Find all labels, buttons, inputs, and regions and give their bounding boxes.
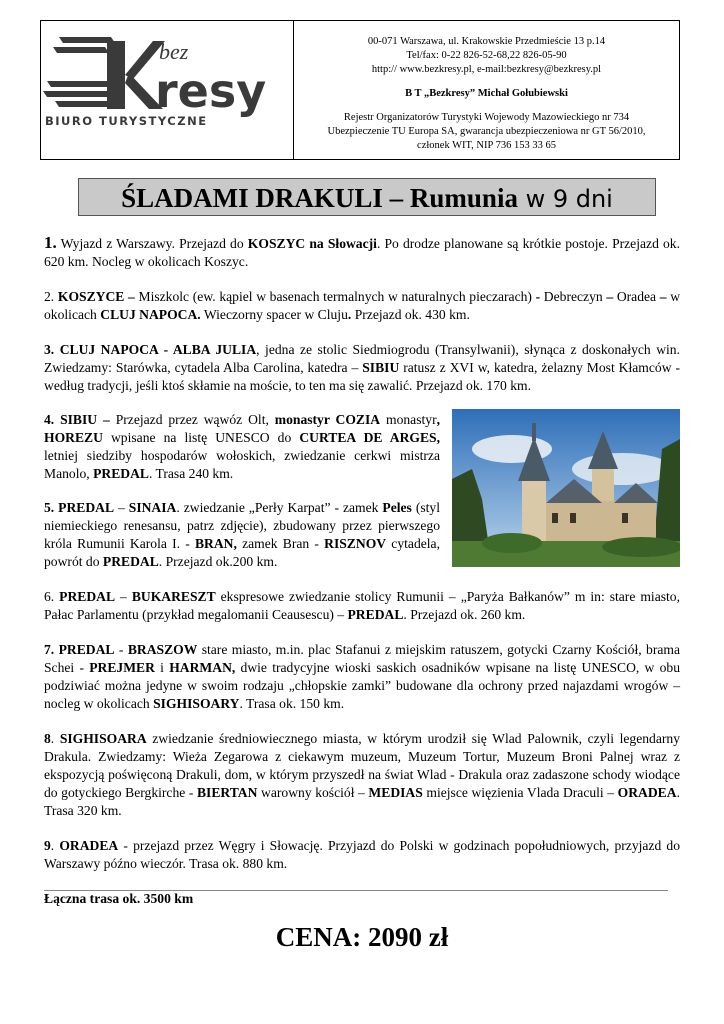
price: CENA: 2090 zł bbox=[275, 922, 449, 952]
header-box bbox=[40, 20, 680, 160]
phone: Tel/fax: 0-22 826-52-68,22 826-05-90 bbox=[406, 50, 567, 61]
day-7: 7. PREDAL - BRASZOW stare miasto, m.in. plac Stafanui z miejskim ratuszem, gotycki Czarny Kościół, brama Schei - PREJMER i HARMAN, dwie tradycyjne wioski saskich osadników wpisane na listę UNESCO, w obu podziwiać można jedyne w swoim rodzaju „chłopskie zamki” budowane dla ochrony przed najazdami wrogów –nocleg w okolicach SIGHISOARY. Trasa ok. 150 km. bbox=[44, 642, 681, 711]
svg-text:BIURO TURYSTYCZNE: BIURO TURYSTYCZNE bbox=[45, 114, 208, 128]
day-6: 6. PREDAL – BUKARESZT ekspresowe zwiedzanie stolicy Rumunii – „Paryża Bałkanów” m in: stare miasto, Pałac Parlamentu (przykład megalomanii Ceausescu) – PREDAL. Przejazd ok. 260 km. bbox=[44, 589, 680, 622]
company-name: B T „Bezkresy” Michał Gołubiewski bbox=[405, 88, 568, 99]
day-3: 3. CLUJ NAPOCA - ALBA JULIA, jedna ze stolic Siedmiogrodu (Transylwanii), słynąca z doskonałych win. Zwiedzamy: Starówka, cytadela Alba Carolina, katedra – SIBIU ratusz z XVI w, katedra, żelazny Most Kłamców - według tradycji, jeśli ktoś skłamie na moście, to ten ma się zawalić. Przejazd ok. 170 km. bbox=[44, 342, 680, 393]
svg-text:resy: resy bbox=[155, 64, 267, 118]
day-1: 1. Wyjazd z Warszawy. Przejazd do KOSZYC na Słowacji. Po drodze planowane są krótkie postoje. Przejazd ok. 620 km. Nocleg w okolicach Koszyc. bbox=[44, 233, 680, 269]
day-2: 2. KOSZYCE – Miszkolc (ew. kąpiel w basenach termalnych w naturalnych pieczarach) - Debreczyn – Oradea – w okolicach CLUJ NAPOCA. Wieczorny spacer w Cluju. Przejazd ok. 430 km. bbox=[44, 289, 681, 322]
address: 00-071 Warszawa, ul. Krakowskie Przedmieście 13 p.14 bbox=[367, 36, 606, 47]
company-info bbox=[294, 21, 679, 159]
divider bbox=[44, 890, 668, 891]
itinerary bbox=[44, 234, 680, 925]
castle-photo bbox=[452, 409, 680, 567]
day-4: 4. SIBIU – Przejazd przez wąwóz Olt, monastyr COZIA monastyr, HOREZU wpisane na listę UNESCO do CURTEA DE ARGES, letniej siedziby hospodarów wołoskich, zwiedzanie cerkwi mistrza Manolo, PREDAL. Trasa 240 km. bbox=[44, 412, 440, 481]
total-route: Łączna trasa ok. 3500 km bbox=[44, 891, 194, 906]
day-9: 9. ORADEA - przejazd przez Węgry i Słowację. Przyjazd do Polski w godzinach popołudniowych, przyjazd do Warszawy późno wieczór. Trasa ok. 880 km. bbox=[44, 838, 680, 871]
svg-text:bez: bez bbox=[159, 39, 189, 64]
day-8: 8. SIGHISOARA zwiedzanie średniowiecznego miasta, w którym urodził się Wlad Palownik, czyli legendarny Drakula. Zwiedzamy: Wieża Zegarowa z ciekawym muzeum, Muzeum Tortur, Muzeum Broni Palnej wraz z ekspozycją poświęconą Drakuli, dom, w którym przyszedł na świat Wlad - Drakula oraz zadaszone schody wiodące do gotyckiego Bergkirche - BIERTAN warowny kościół – MEDIAS miejsce więzienia Vlada Draculi – ORADEA. Trasa 320 km. bbox=[44, 731, 680, 818]
page-title: ŚLADAMI DRAKULI – Rumunia w 9 dni bbox=[78, 178, 656, 216]
web-email: http:// www.bezkresy.pl, e-mail:bezkresy@bezkresy.pl bbox=[371, 64, 602, 75]
membership: członek WIT, NIP 736 153 33 65 bbox=[417, 140, 556, 151]
bezkresy-logo-icon bbox=[41, 21, 293, 158]
logo bbox=[41, 21, 294, 159]
registry: Rejestr Organizatorów Turystyki Wojewody Mazowieckiego nr 734 bbox=[343, 112, 630, 123]
insurance: Ubezpieczenie TU Europa SA, gwarancja ubezpieczeniowa nr GT 56/2010, bbox=[327, 126, 646, 137]
day-5: 5. PREDAL – SINAIA. zwiedzanie „Perły Karpat” - zamek Peles (styl niemieckiego renesansu, patrz zdjęcie), zbudowany przez pierwszego króla Rumunii Karola I. - BRAN, zamek Bran - RISZNOV cytadela, powrót do PREDAL. Przejazd ok.200 km. bbox=[44, 500, 440, 569]
